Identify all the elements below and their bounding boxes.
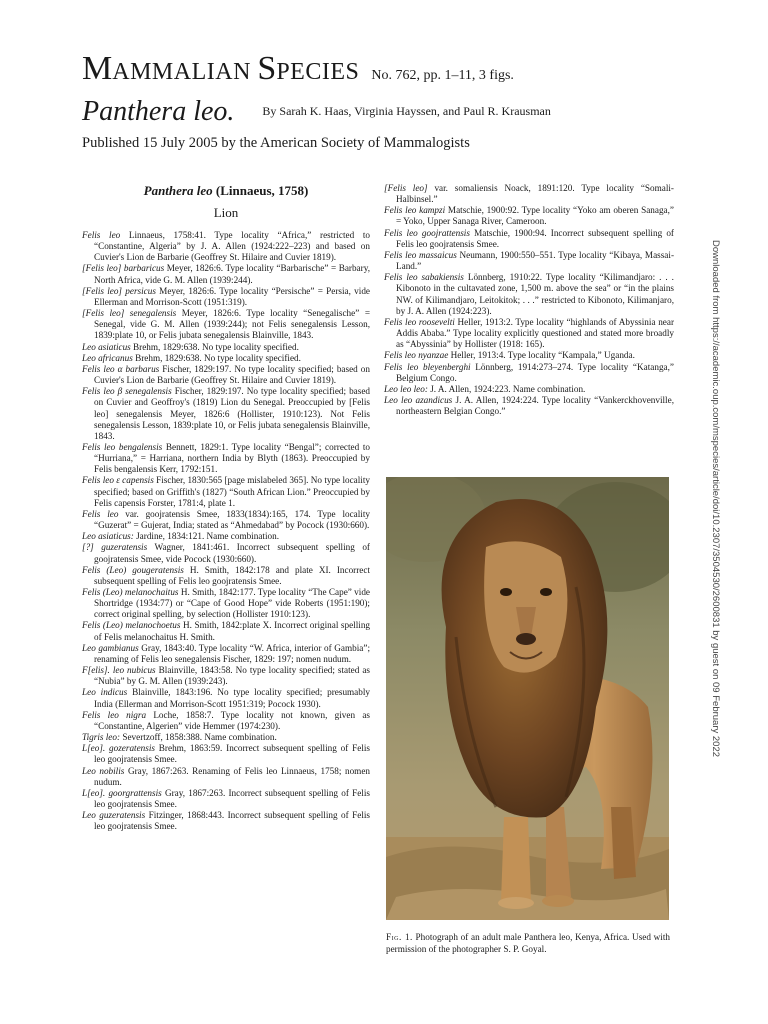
synonym-name: Leo gambianus xyxy=(82,642,139,653)
synonym-entry xyxy=(82,810,370,832)
lion-photo-illustration xyxy=(386,477,669,920)
publication-line: Published 15 July 2005 by the American Society of Mammalogists xyxy=(82,135,470,151)
synonym-name: Felis (Leo) gougeratensis xyxy=(82,564,184,575)
synonym-text: Wagner, 1841:461. Incorrect subsequent spelling of goojratensis Smee, vide Pocock (1930:660). xyxy=(94,542,370,564)
synonym-entry xyxy=(82,643,370,665)
synonym-text: Fischer, 1829:197. No type locality specified; based on Cuvier's Lion de Barbarie (Geoffrey St. Hilaire and Cuvier 1819). xyxy=(94,363,370,386)
synonym-text: Heller, 1913:2. Type locality “highlands of Abyssinia near Addis Ababa.” Type locality explicitly questioned and stated more broadly as “Abyssinia” by Hollister (1918: 165). xyxy=(396,316,674,350)
synonym-text: Severtzoff, 1858:388. Name combination. xyxy=(120,732,277,743)
synonym-entry xyxy=(82,353,370,364)
synonym-entry xyxy=(82,342,370,353)
synonym-entry xyxy=(384,350,674,361)
synonym-text: Loche, 1858:7. Type locality not known, given as “Constantine, Algerien” vide Hemmer (1974:230). xyxy=(94,709,370,731)
synonym-name: Felis leo sabakiensis xyxy=(384,272,464,283)
issue-info: No. 762, pp. 1–11, 3 figs. xyxy=(371,68,514,83)
synonym-name: Leo asiaticus xyxy=(82,341,131,352)
synonym-entry xyxy=(82,687,370,709)
synonym-entry xyxy=(384,395,674,417)
journal-initial-s: S xyxy=(257,50,277,87)
synonym-list-left xyxy=(82,230,370,832)
synonym-name: Leo indicus xyxy=(82,687,128,698)
synonym-entry xyxy=(82,788,370,810)
synonym-entry xyxy=(82,766,370,788)
synonym-name: Leo africanus xyxy=(82,352,133,363)
lion-photograph xyxy=(386,477,669,920)
synonym-text: Gray, 1867:263. Renaming of Felis leo Linnaeus, 1758; nomen nudum. xyxy=(94,765,370,787)
synonym-entry xyxy=(384,362,674,384)
synonym-name: Felis leo roosevelti xyxy=(384,316,455,327)
species-name: Panthera leo xyxy=(143,183,213,198)
synonym-entry xyxy=(82,542,370,564)
synonym-name: [?] guzeratensis xyxy=(82,542,148,553)
synonym-name: Felis (Leo) melanochoetus xyxy=(82,620,181,631)
synonym-text: var. goojratensis Smee, 1833(1834):165, 174. Type locality “Guzerat” = Gujerat, India; stated as “Ahmedabad” by Pocock (1930:660). xyxy=(94,508,370,531)
synonym-entry xyxy=(384,384,674,395)
download-watermark: Downloaded from https://academic.oup.com/mspecies/article/doi/10.2307/3504530/2600831 by guest on 09 February 2022 xyxy=(710,240,721,758)
synonym-name: [Felis leo] persicus xyxy=(82,285,156,296)
synonym-text: Heller, 1913:4. Type locality “Kampala,” Uganda. xyxy=(448,350,635,361)
synonym-name: Leo guzeratensis xyxy=(82,810,146,821)
synonym-text: Blainville, 1843:196. No type locality specified; presumably India (Ellerman and Morrison-Scott 1951:319; Pocock 1930). xyxy=(94,687,371,709)
synonym-entry xyxy=(82,386,370,442)
synonym-entry xyxy=(82,475,370,508)
synonym-text: H. Smith, 1842:177. Type locality “The Cape” vide Shortridge (1934:77) or “Cape of Good Hope” vide Roberts (1951:190); correct original spelling, by selection (Hollister 1910:123). xyxy=(94,587,370,620)
synonym-text: Gray, 1867:263. Incorrect subsequent spelling of Felis leo goojratensis Smee. xyxy=(94,787,370,809)
synonym-name: Felis (Leo) melanochaitus xyxy=(82,587,179,597)
synonym-entry xyxy=(82,286,370,308)
common-name: Lion xyxy=(213,205,239,220)
synonym-entry xyxy=(384,317,674,350)
synonym-text: J. A. Allen, 1924:223. Name combination. xyxy=(427,383,586,394)
synonym-text: Bennett, 1829:1. Type locality “Bengal”; corrected to “Hurriana,” = Harriana, northern India by Blyth (1863). Preoccupied by Felis bengalensis Kerr, 1792:151. xyxy=(94,441,370,475)
synonym-name: [Felis leo] senegalensis xyxy=(82,308,177,319)
synonym-entry xyxy=(384,228,674,250)
synonym-name: Felis leo β senegalensis xyxy=(82,386,172,397)
right-column xyxy=(384,183,674,417)
synonym-name: Felis leo ε capensis xyxy=(82,475,154,486)
synonym-entry xyxy=(82,230,370,263)
figure-label: Fig. 1. xyxy=(386,932,413,942)
species-title: Panthera leo. xyxy=(82,96,235,127)
synonym-name: [Felis leo] barbaricus xyxy=(82,263,165,274)
synonym-name: Felis leo kampzi xyxy=(384,205,446,216)
journal-word-1: AMMALIAN xyxy=(112,59,258,85)
synonym-name: Felis leo bleyenberghi xyxy=(384,361,471,372)
synonym-name: L[eo]. gozeratensis xyxy=(82,743,155,754)
synonym-text: Linnaeus, 1758:41. Type locality “Africa,” restricted to “Constantine, Algeria” by J. A. Allen (1924:222–223) and based on Cuvier's Lion de Barbarie (Geoffrey St. Hilaire and Cuvier 1819). xyxy=(94,230,370,263)
synonym-text: Brehm, 1829:638. No type locality specified. xyxy=(130,341,299,352)
synonym-text: H. Smith, 1842:178 and plate XI. Incorrect subsequent spelling of Felis leo goojratensis Smee. xyxy=(94,564,370,586)
species-heading xyxy=(82,183,370,199)
synonym-name: [Felis leo] xyxy=(384,183,428,193)
synonym-name: Felis leo massaicus xyxy=(384,249,457,260)
synonym-name: Leo asiaticus: xyxy=(82,531,134,542)
synonym-text: Meyer, 1826:6. Type locality “Persische” = Persia, vide Ellerman and Morrison-Scott (1951:319). xyxy=(94,285,370,307)
left-column xyxy=(82,183,370,832)
synonym-entry xyxy=(82,665,370,687)
synonym-name: Leo leo azandicus xyxy=(384,394,453,405)
synonym-text: Lönnberg, 1910:22. Type locality “Kilimandjaro: . . . Kibonoto in the cultavated zone, 1,500 m. above the sea” or “in the plains NW. of Kilimandjaro, Leitokitok; . . .” restricted to Kibonoto, Kilimanjaro, by J. A. Allen (1924:223). xyxy=(396,272,674,316)
synonym-text: Matschie, 1900:94. Incorrect subsequent spelling of Felis leo goojratensis Smee. xyxy=(396,227,674,249)
authors: By Sarah K. Haas, Virginia Hayssen, and Paul R. Krausman xyxy=(262,104,551,118)
synonym-name: Felis leo goojrattensis xyxy=(384,227,470,238)
synonym-text: Brehm, 1829:638. No type locality specified. xyxy=(132,352,301,363)
figure-caption xyxy=(386,931,670,955)
synonym-text: Neumann, 1900:550–551. Type locality “Kibaya, Massai-Land.” xyxy=(396,249,674,272)
synonym-name: Felis leo bengalensis xyxy=(82,441,163,452)
synonym-name: Felis leo α barbarus xyxy=(82,363,160,374)
synonym-name: F[elis]. leo nubicus xyxy=(82,665,156,676)
synonym-text: J. A. Allen, 1924:224. Type locality “Vankerckhovenville, northeastern Belgian Congo.” xyxy=(396,394,674,417)
synonym-text: Lönnberg, 1914:273–274. Type locality “Katanga,” Belgium Congo. xyxy=(396,361,674,383)
synonym-entry xyxy=(82,531,370,542)
synonym-text: Meyer, 1826:6. Type locality “Barbarische” = Barbary, North Africa, vide G. M. Allen (1939:244). xyxy=(94,263,370,285)
synonym-entry xyxy=(384,183,674,205)
synonym-name: Felis leo nigra xyxy=(82,709,147,720)
synonym-name: Felis leo nyanzae xyxy=(384,350,449,361)
synonym-entry xyxy=(82,732,370,743)
synonym-text: Fitzinger, 1868:443. Incorrect subsequent spelling of Felis leo goojratensis Smee. xyxy=(94,810,371,832)
synonym-entry xyxy=(82,364,370,386)
synonym-list-right xyxy=(384,183,674,417)
synonym-entry xyxy=(384,205,674,227)
synonym-text: Brehm, 1863:59. Incorrect subsequent spelling of Felis leo goojratensis Smee. xyxy=(94,743,370,765)
synonym-name: L[eo]. goorgrattensis xyxy=(82,787,162,798)
synonym-entry xyxy=(82,710,370,732)
synonym-entry xyxy=(384,250,674,272)
synonym-text: Fischer, 1830:565 [page mislabeled 365]. No type locality specified; based on Griffith's (1827) “South African Lion.” Preoccupied by Felis capensis Forster, 1781:4, plate 1. xyxy=(94,475,371,508)
synonym-entry xyxy=(82,308,370,341)
synonym-text: H. Smith, 1842:plate X. Incorrect original spelling of Felis melanochaitus H. Smith. xyxy=(94,620,371,642)
synonym-entry xyxy=(82,565,370,587)
synonym-text: Jardine, 1834:121. Name combination. xyxy=(133,531,279,542)
synonym-text: Gray, 1843:40. Type locality “W. Africa, interior of Gambia”; renaming of Felis leo senegalensis Fischer, 1829: 197; nomen nudum. xyxy=(94,642,370,664)
synonym-text: var. somaliensis Noack, 1891:120. Type locality “Somali-Halbinsel.” xyxy=(396,183,674,205)
synonym-text: Meyer, 1826:6. Type locality “Senegalische” = Senegal, vide G. M. Allen (1939:244); not Felis senegalensis Lesson, 1839:plate 10, or Felis jubata senegalensis Blainville, 1843. xyxy=(94,308,370,341)
article-title-line xyxy=(82,96,551,128)
journal-word-2: PECIES xyxy=(276,59,360,85)
synonym-entry xyxy=(82,620,370,642)
synonym-name: Felis leo xyxy=(82,508,119,519)
synonym-text: Matschie, 1900:92. Type locality “Yoko am oberen Sanaga,” = Yoko, Upper Sanaga River, Cameroon. xyxy=(396,205,674,227)
synonym-name: Felis leo xyxy=(82,230,121,240)
synonym-entry xyxy=(82,263,370,285)
synonym-entry xyxy=(82,587,370,620)
synonym-name: Leo nobilis xyxy=(82,765,125,776)
synonym-entry xyxy=(82,442,370,475)
synonym-name: Tigris leo: xyxy=(82,732,121,743)
synonym-entry xyxy=(82,509,370,531)
synonym-text: Fischer, 1829:197. No type locality specified; based on Cuvier and Geoffroy's (1819) Lion du Senegal. Preoccupied by [Felis leo] senegalensis Meyer, 1826:6 (Hollister, 1910:123). Not Felis senegalensis Lesson, 1839:plate 10, or Felis jubata senegalensis Blainville, 1843. xyxy=(94,386,370,441)
figure-caption-text: Photograph of an adult male Panthera leo, Kenya, Africa. Used with permission of the photographer S. P. Goyal. xyxy=(386,932,670,954)
journal-initial-m: M xyxy=(82,50,113,87)
journal-title xyxy=(82,52,514,86)
synonym-name: Leo leo leo: xyxy=(384,383,428,394)
synonym-text: Blainville, 1843:58. No type locality specified; stated as “Nubia” by G. M. Allen (1939:243). xyxy=(94,665,371,687)
synonym-entry xyxy=(384,272,674,317)
synonym-entry xyxy=(82,743,370,765)
species-authority: (Linnaeus, 1758) xyxy=(215,183,309,198)
